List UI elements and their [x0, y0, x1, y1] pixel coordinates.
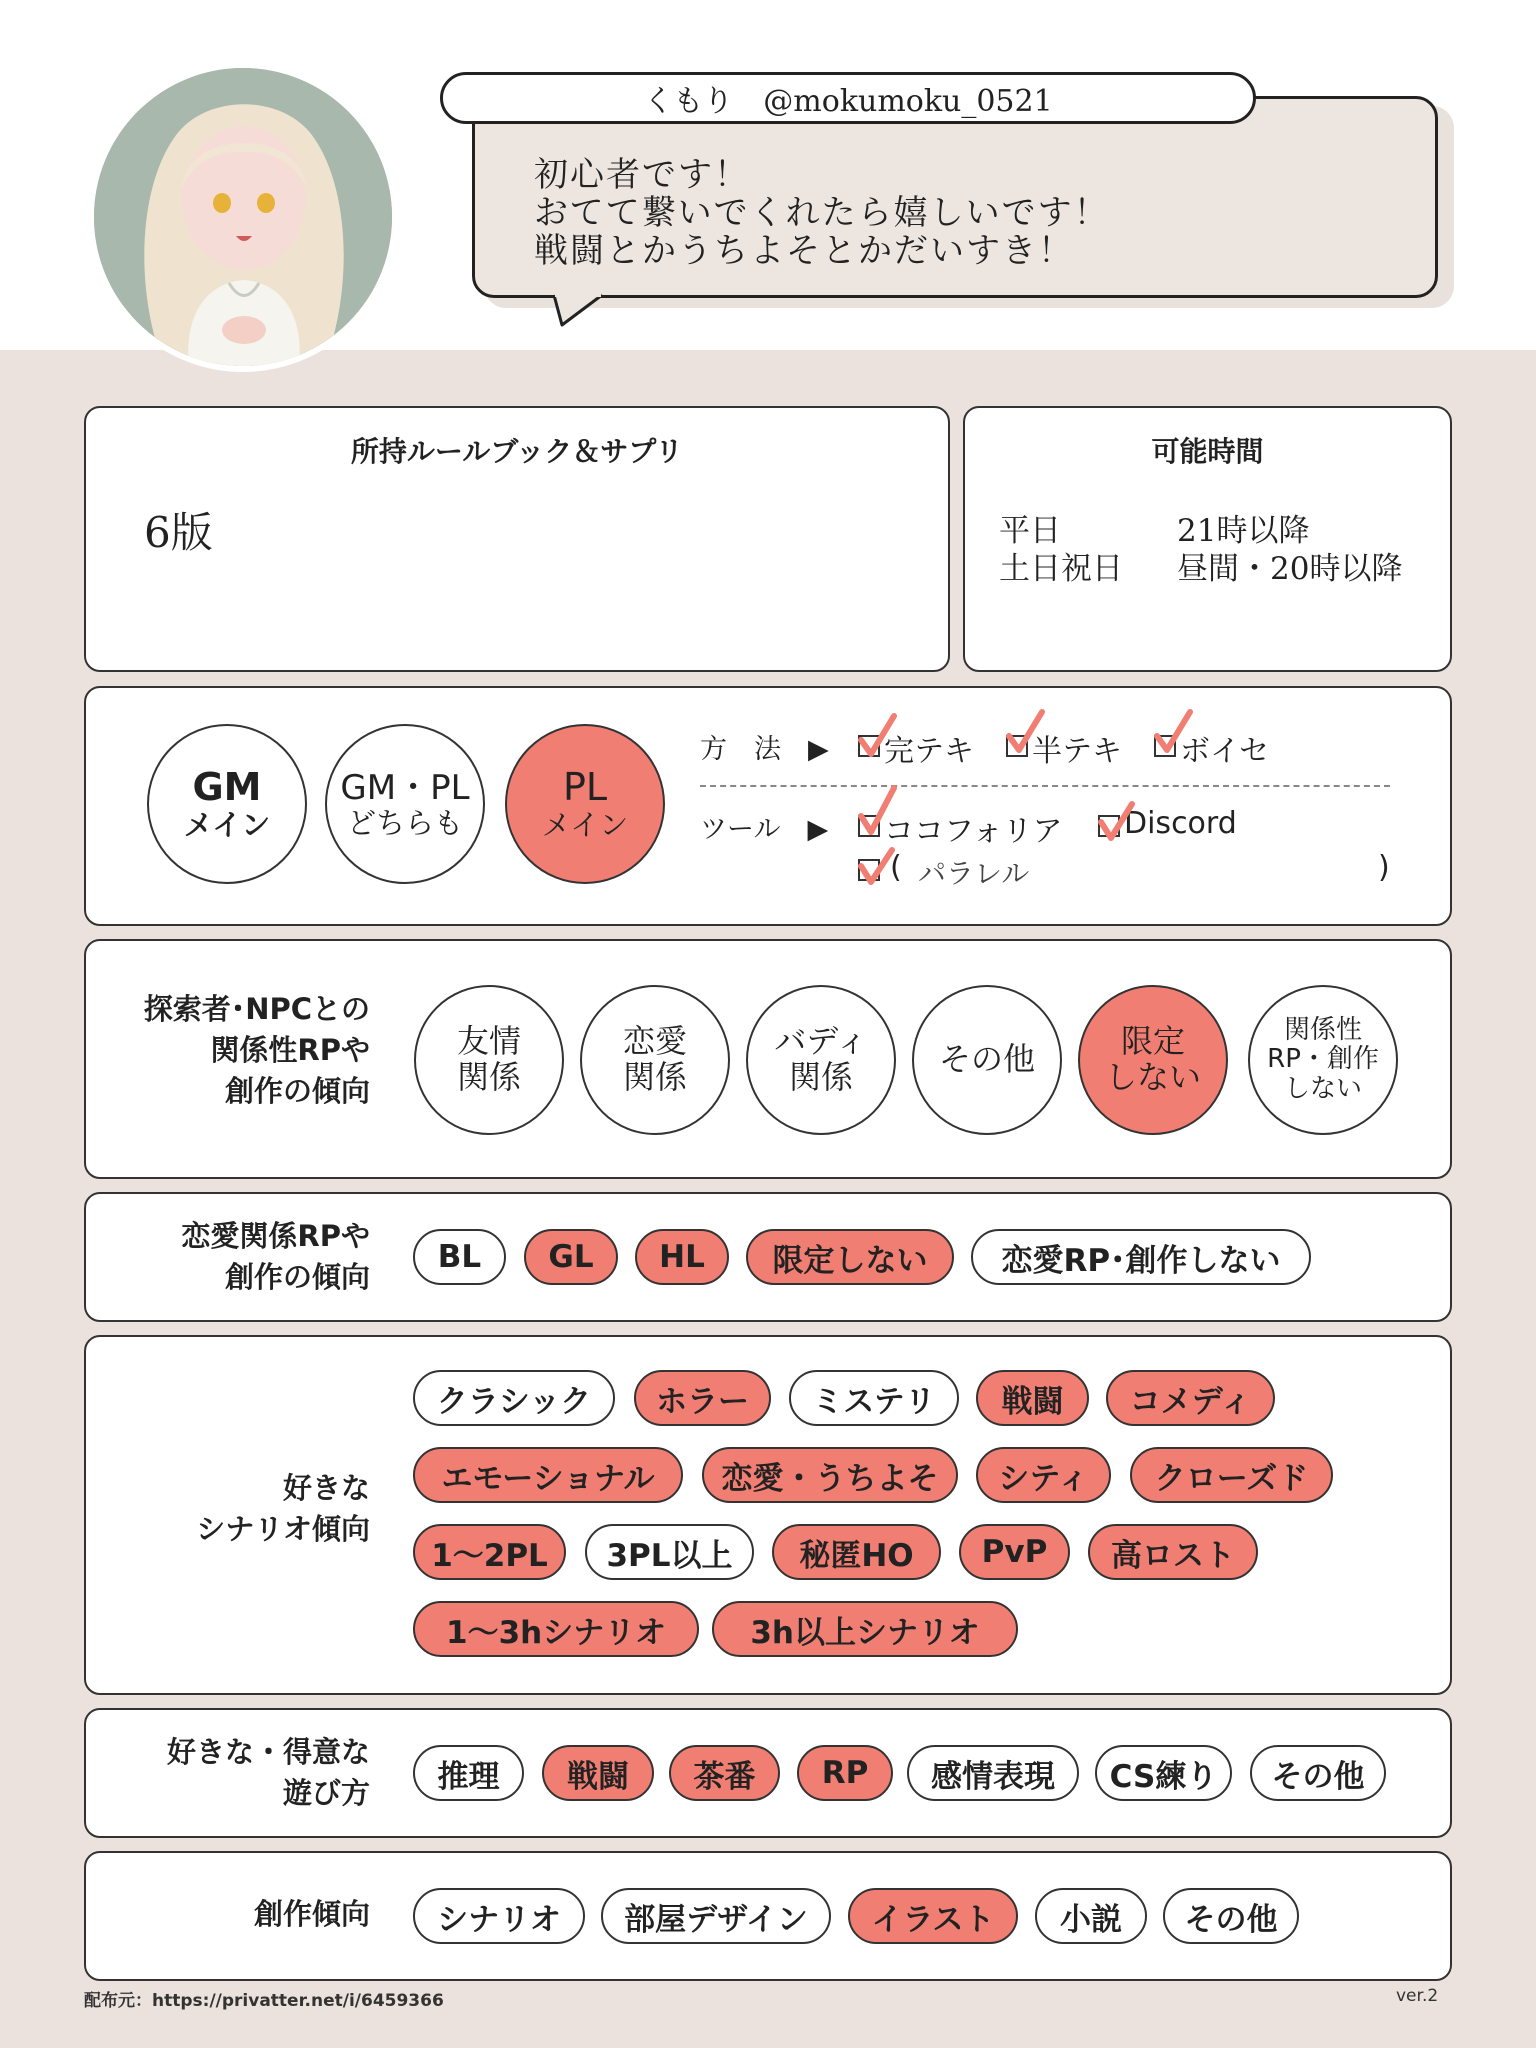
tool-other-close: ) — [1378, 850, 1390, 885]
bio-line: おてて繋いでくれたら嬉しいです！ — [534, 193, 1110, 233]
tag-illustration[interactable]: イラスト — [848, 1888, 1018, 1944]
name-handle: くもり @mokumoku_0521 — [643, 84, 1053, 119]
tag-hl[interactable]: HL — [635, 1229, 729, 1285]
bio-line: 戦闘とかうちよそとかだいすき！ — [534, 231, 1074, 271]
tag-classic[interactable]: クラシック — [413, 1370, 615, 1426]
relation-rp-label: 探索者･NPCとの 関係性RPや 創作の傾向 — [143, 992, 370, 1109]
check-icon — [858, 712, 898, 760]
bio-text — [534, 156, 1110, 270]
scenario-label: 好きな シナリオ傾向 — [196, 1471, 370, 1547]
tag-scenario[interactable]: シナリオ — [413, 1888, 585, 1944]
method-label: 方 法 ▶ — [700, 734, 829, 765]
tag-3pl-plus[interactable]: 3PL以上 — [585, 1524, 754, 1580]
time-row — [999, 512, 1061, 550]
check-icon — [1098, 800, 1138, 844]
tag-novel[interactable]: 小説 — [1035, 1888, 1147, 1944]
footer-source: 配布元：https://privatter.net/i/6459366 — [84, 1991, 444, 2011]
tag-no-limit[interactable]: 限定しない — [746, 1229, 954, 1285]
time-value: 21時以降 — [1177, 513, 1310, 549]
tag-1-2pl[interactable]: 1～2PL — [413, 1524, 566, 1580]
role-pl-main[interactable]: PL メイン — [505, 724, 665, 884]
tag-bl[interactable]: BL — [413, 1229, 506, 1285]
tag-3h-plus[interactable]: 3h以上シナリオ — [712, 1601, 1018, 1657]
tag-other[interactable]: その他 — [1250, 1745, 1386, 1801]
method-option: 半テキ — [1032, 734, 1122, 769]
time-day: 土日祝日 — [999, 551, 1123, 587]
check-icon — [858, 784, 898, 838]
tag-emotion-expression[interactable]: 感情表現 — [907, 1745, 1079, 1801]
tag-1-3h[interactable]: 1～3hシナリオ — [413, 1601, 699, 1657]
tag-combat[interactable]: 戦闘 — [976, 1370, 1089, 1426]
tag-horror[interactable]: ホラー — [634, 1370, 771, 1426]
tag-gl[interactable]: GL — [524, 1229, 618, 1285]
check-icon — [858, 846, 898, 888]
romance-rp-label: 恋愛関係RPや 創作の傾向 — [181, 1219, 370, 1295]
tag-romance-uchiyoso[interactable]: 恋愛・うちよそ — [702, 1447, 958, 1503]
bubble-tail — [552, 293, 612, 327]
tag-high-lost[interactable]: 高ロスト — [1088, 1524, 1258, 1580]
method-option: 完テキ — [884, 734, 974, 769]
time-row — [999, 550, 1123, 588]
avatar — [88, 62, 398, 372]
tool-other-open: ( — [890, 850, 902, 885]
tag-deduction[interactable]: 推理 — [413, 1745, 524, 1801]
rulebook-title: 所持ルールブック＆サプリ — [350, 435, 684, 468]
tool-option: Discord — [1124, 806, 1237, 841]
check-icon — [1154, 708, 1194, 756]
role-gm-pl-both[interactable]: GM・PL どちらも — [325, 724, 485, 884]
relation-romance[interactable]: 恋愛 関係 — [580, 985, 730, 1135]
tag-secret-ho[interactable]: 秘匿HO — [772, 1524, 941, 1580]
method-option: ボイセ — [1180, 734, 1270, 769]
role-gm-main[interactable]: GM メイン — [147, 724, 307, 884]
creation-label: 創作傾向 — [253, 1897, 370, 1931]
play-style-label: 好きな・得意な 遊び方 — [166, 1735, 370, 1811]
tag-room-design[interactable]: 部屋デザイン — [601, 1888, 831, 1944]
bio-line: 初心者です！ — [534, 155, 750, 195]
tag-pvp[interactable]: PvP — [959, 1524, 1070, 1580]
tag-other[interactable]: その他 — [1163, 1888, 1299, 1944]
tag-rp[interactable]: RP — [797, 1745, 893, 1801]
tool-label: ツール ▶ — [700, 814, 829, 845]
rulebook-card — [84, 406, 950, 672]
tag-emotional[interactable]: エモーショナル — [413, 1447, 683, 1503]
tag-mystery[interactable]: ミステリ — [789, 1370, 959, 1426]
tool-option: ココフォリア — [884, 814, 1063, 849]
relation-buddy[interactable]: バディ 関係 — [746, 985, 896, 1135]
character-illustration — [94, 68, 392, 366]
tag-comedy[interactable]: コメディ — [1106, 1370, 1275, 1426]
time-day: 平日 — [999, 513, 1061, 549]
dashed-divider — [700, 785, 1390, 787]
available-time-card — [963, 406, 1452, 672]
relation-friendship[interactable]: 友情 関係 — [414, 985, 564, 1135]
relation-none[interactable]: 関係性 RP・創作 しない — [1248, 985, 1398, 1135]
tag-chaban[interactable]: 茶番 — [669, 1745, 780, 1801]
relation-other[interactable]: その他 — [912, 985, 1062, 1135]
tag-cs-craft[interactable]: CS練り — [1095, 1745, 1232, 1801]
rulebook-value: 6版 — [144, 508, 213, 557]
name-tab — [440, 72, 1256, 124]
tool-other-value: パラレル — [918, 857, 1030, 890]
footer-version: ver.2 — [1396, 1986, 1439, 2006]
tag-closed[interactable]: クローズド — [1130, 1447, 1333, 1503]
available-time-title: 可能時間 — [1151, 435, 1264, 468]
time-value: 昼間・20時以降 — [1177, 551, 1403, 587]
check-icon — [1006, 708, 1046, 756]
relation-no-limit[interactable]: 限定 しない — [1078, 985, 1228, 1135]
tag-no-romance[interactable]: 恋愛RP･創作しない — [971, 1229, 1311, 1285]
tag-city[interactable]: シティ — [976, 1447, 1111, 1503]
tag-combat[interactable]: 戦闘 — [542, 1745, 654, 1801]
